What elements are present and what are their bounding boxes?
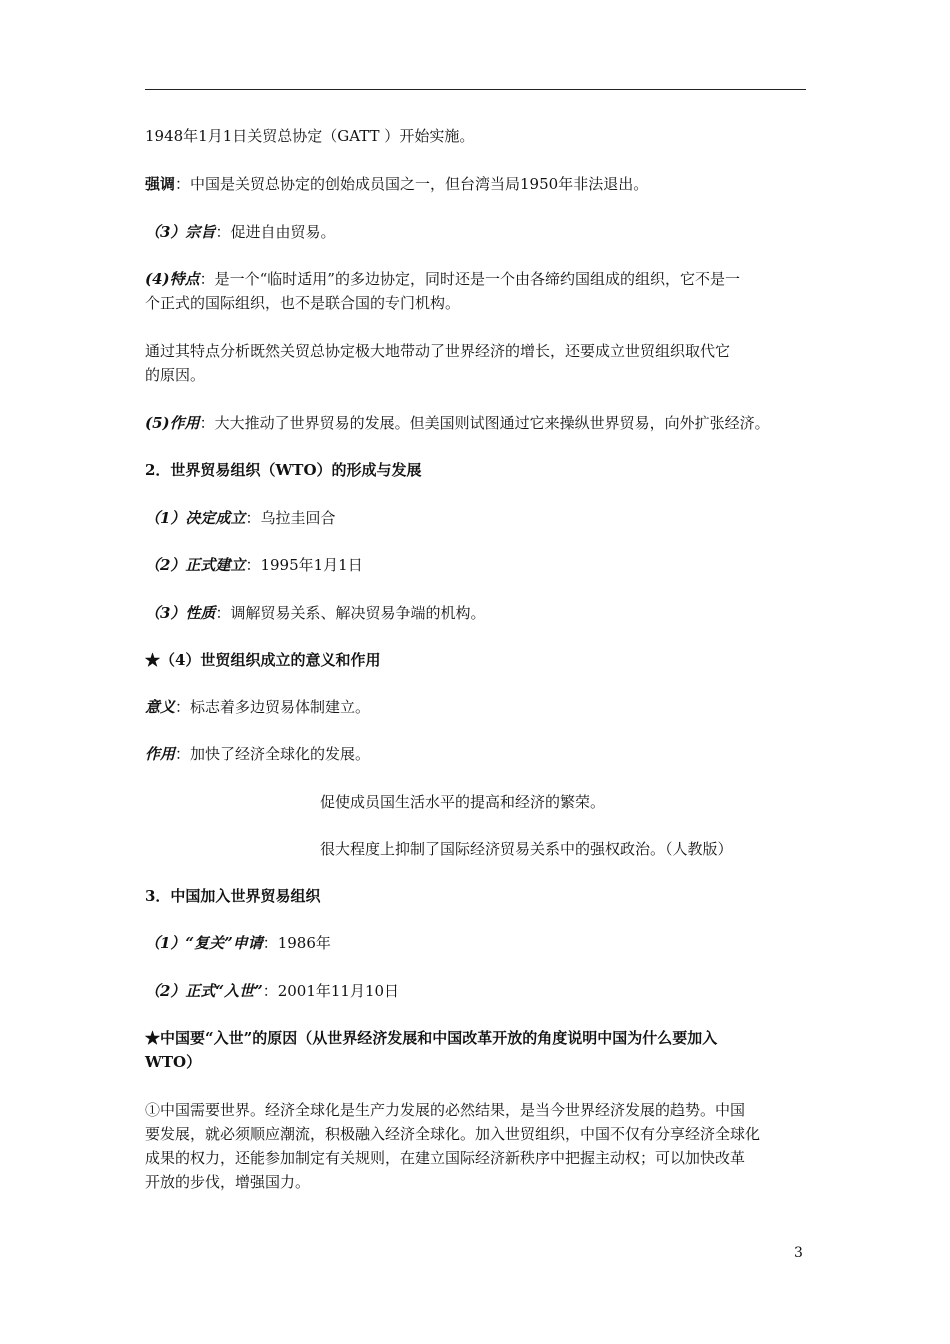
label-features: (4)特点: [145, 270, 200, 288]
paragraph-analysis: 通过其特点分析既然关贸总协定极大地带动了世界经济的增长，还要成立世贸组织取代它: [145, 342, 731, 360]
paragraph-reason-1-line2: 要发展，就必须顺应潮流，积极融入经济全球化。加入世贸组织，中国不仅有分享经济全球化: [145, 1125, 761, 1143]
paragraph-reason-1: ①中国需要世界。经济全球化是生产力发展的必然结果，是当今世界经济发展的趋势。中国: [145, 1101, 746, 1119]
paragraph-role: [145, 412, 770, 434]
text-meaning: ：标志着多边贸易体制建立。: [175, 698, 371, 716]
paragraph-gatt-start: 1948年1月1日关贸总协定（GATT ）开始实施。: [145, 127, 475, 145]
paragraph-meaning: [145, 696, 370, 718]
text-resume: ：1986年: [262, 934, 331, 952]
text-role: ：大大推动了世界贸易的发展。但美国则试图通过它来操纵世界贸易，向外扩张经济。: [199, 414, 770, 432]
paragraph-reason-1-line3: 成果的权力，还能参加制定有关规则，在建立国际经济新秩序中把握主动权；可以加快改革: [145, 1149, 746, 1167]
text-established: ：1995年1月1日: [245, 556, 363, 574]
paragraph-features: [145, 268, 740, 290]
paragraph-function-2: 促使成员国生活水平的提高和经济的繁荣。: [320, 793, 606, 811]
label-meaning: 意义: [145, 698, 176, 716]
heading-significance: ★（4）世贸组织成立的意义和作用: [145, 651, 381, 669]
label-nature: （3）性质: [145, 604, 216, 622]
label-join: （2）正式“入世”: [145, 982, 263, 1000]
label-established: （2）正式建立: [145, 556, 246, 574]
heading-reasons-cont: WTO）: [145, 1053, 202, 1071]
paragraph-resume: [145, 932, 331, 954]
text-decision: ：乌拉圭回合: [245, 509, 336, 527]
text-join: ：2001年11月10日: [262, 982, 400, 1000]
paragraph-purpose: [145, 221, 335, 243]
label-role: (5)作用: [145, 414, 200, 432]
paragraph-function: [145, 743, 370, 765]
label-emphasis: 强调: [145, 175, 176, 193]
paragraph-emphasis: [145, 173, 648, 195]
header-rule: [145, 89, 806, 90]
label-decision: （1）决定成立: [145, 509, 246, 527]
heading-wto-formation: 2．世界贸易组织（WTO）的形成与发展: [145, 461, 422, 479]
paragraph-established: [145, 554, 363, 576]
heading-reasons: ★中国要“入世”的原因（从世界经济发展和中国改革开放的角度说明中国为什么要加入: [145, 1029, 718, 1047]
text-purpose: ：促进自由贸易。: [215, 223, 336, 241]
paragraph-nature: [145, 602, 485, 624]
label-resume: （1）“复关”申请: [145, 934, 263, 952]
paragraph-join: [145, 980, 399, 1002]
text-nature: ：调解贸易关系、解决贸易争端的机构。: [215, 604, 486, 622]
paragraph-features-cont: 个正式的国际组织，也不是联合国的专门机构。: [145, 294, 461, 312]
text-features: ：是一个“临时适用”的多边协定，同时还是一个由各缔约国组成的组织，它不是一: [199, 270, 740, 288]
paragraph-function-3: 很大程度上抑制了国际经济贸易关系中的强权政治。（人教版）: [320, 840, 733, 858]
paragraph-decision: [145, 507, 335, 529]
paragraph-analysis-cont: 的原因。: [145, 366, 206, 384]
label-function: 作用: [145, 745, 176, 763]
text-function: ：加快了经济全球化的发展。: [175, 745, 371, 763]
heading-china-join: 3．中国加入世界贸易组织: [145, 887, 321, 905]
paragraph-reason-1-line4: 开放的步伐，增强国力。: [145, 1173, 311, 1191]
page-number: 3: [794, 1245, 803, 1261]
text-emphasis: ：中国是关贸总协定的创始成员国之一，但台湾当局1950年非法退出。: [175, 175, 649, 193]
label-purpose: （3）宗旨: [145, 223, 216, 241]
